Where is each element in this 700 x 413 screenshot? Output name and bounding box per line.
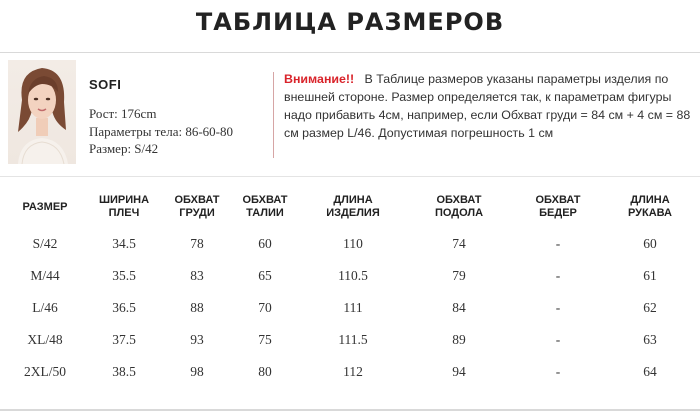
model-height: Рост: 176cm [89,106,157,121]
notice-divider [273,72,274,158]
table-row [5,356,695,388]
cell-hips: - [555,300,561,315]
cell-hips: - [555,268,561,283]
cell-hips: - [555,332,561,347]
cell-waist: 80 [258,364,272,379]
header-bust: ОБХВАТ ГРУДИ [174,194,220,219]
header-size: РАЗМЕР [22,200,68,213]
title-divider [0,52,700,53]
cell-length: 111 [343,300,363,315]
table-row [5,324,695,356]
cell-sleeve: 63 [643,332,657,347]
cell-bust: 78 [190,236,204,251]
cell-sleeve: 64 [643,364,657,379]
header-hips: ОБХВАТ БЕДЕР [535,194,581,219]
cell-sleeve: 62 [643,300,657,315]
cell-hips: - [555,364,561,379]
cell-length: 110 [343,236,363,251]
notice-text: В Таблице размеров указаны параметры изделия по внешней стороне. Размер определяется так, к параметрам фигуры надо прибавить 4см, например, если Обхват груди = 84 см + 4 см = 88 см размер L/46. Допустимая погрешность 1 см [284,72,691,140]
cell-size: 2XL/50 [24,364,66,379]
cell-hem: 89 [452,332,466,347]
page-title: ТАБЛИЦА РАЗМЕРОВ [195,8,505,36]
cell-bust: 98 [190,364,204,379]
cell-waist: 65 [258,268,272,283]
header-sleeve-length: ДЛИНА РУКАВА [627,194,673,219]
title-banner [0,0,700,52]
cell-hem: 74 [452,236,466,251]
table-row [5,260,695,292]
cell-shoulder: 36.5 [112,300,136,315]
cell-size: S/42 [32,236,58,251]
bottom-divider [0,409,700,411]
header-shoulder-width: ШИРИНА ПЛЕЧ [98,194,150,219]
cell-size: XL/48 [27,332,63,347]
header-hem: ОБХВАТ ПОДОЛА [434,194,484,219]
cell-bust: 83 [190,268,204,283]
cell-hem: 84 [452,300,466,315]
cell-shoulder: 38.5 [112,364,136,379]
cell-hem: 94 [452,364,466,379]
cell-length: 110.5 [338,268,368,283]
cell-hem: 79 [452,268,466,283]
cell-shoulder: 35.5 [112,268,136,283]
cell-size: M/44 [30,268,60,283]
size-notice [284,70,694,142]
cell-sleeve: 60 [643,236,657,251]
cell-waist: 60 [258,236,272,251]
section-divider [0,176,700,177]
model-body-params: Параметры тела: 86-60-80 [89,124,233,139]
cell-waist: 75 [258,332,272,347]
cell-bust: 88 [190,300,204,315]
model-name: SOFI [89,77,122,92]
cell-sleeve: 61 [643,268,657,283]
cell-shoulder: 37.5 [112,332,136,347]
cell-size: L/46 [32,300,58,315]
cell-length: 111.5 [338,332,368,347]
cell-shoulder: 34.5 [112,236,136,251]
table-header-row [5,186,695,228]
cell-waist: 70 [258,300,272,315]
cell-bust: 93 [190,332,204,347]
model-photo [8,60,76,164]
model-size: Размер: S/42 [89,141,159,156]
cell-hips: - [555,236,561,251]
header-waist: ОБХВАТ ТАЛИИ [242,194,288,219]
table-row [5,292,695,324]
cell-length: 112 [343,364,363,379]
size-table [5,186,695,388]
model-portrait-image [8,60,76,164]
notice-warning: Внимание!! [284,72,355,86]
header-length: ДЛИНА ИЗДЕЛИЯ [326,194,380,219]
table-row [5,228,695,260]
